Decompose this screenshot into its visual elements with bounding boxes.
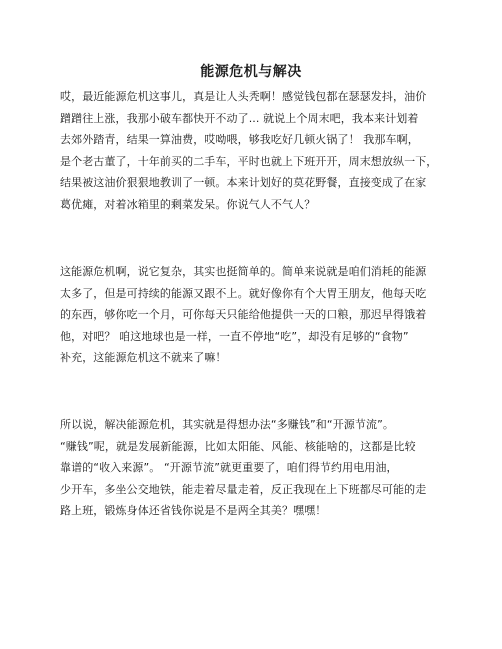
paragraph-2 [60,261,438,369]
paragraph-line: 的东西，够你吃一个月，可你每天只能给他提供一天的口粮，那迟早得饿着 [60,308,427,322]
document-title: 能源危机与解决 [200,64,302,80]
paragraph-line: 蹭蹭往上涨，我那小破车都快开不动了... 就说上个周末吧，我本来计划着 [60,111,419,125]
paragraph-line: 补充，这能源危机这不就来了嘛！ [60,351,227,365]
paragraph-1 [60,86,438,216]
paragraph-line: 哎，最近能源危机这事儿，真是让人头秃啊！感觉钱包都在瑟瑟发抖，油价 [60,90,427,103]
paragraph-line: 结果被这油价狠狠地教训了一顿。本来计划好的莫花野餐，直接变成了在家 [60,176,427,190]
paragraph-line: 这能源危机啊，说它复杂，其实也挺简单的。简单来说就是咱们消耗的能源 [60,265,427,278]
paragraph-line: 是个老古董了，十年前买的二手车，平时也就上下班开开，周末想放纵一下， [60,154,438,168]
paragraph-line: 去郊外踏青，结果一算油费，哎呦喂，够我吃好几顿火锅了！ 我那车啊， [60,133,419,147]
paragraph-line: 所以说，解决能源危机，其实就是得想办法“多赚钱”和“开源节流”。 [60,418,394,431]
paragraph-line: 靠谱的“收入来源”。 “开源节流”就更重要了，咱们得节约用电用油， [60,461,398,475]
paragraph-line: “赚钱”呢，就是发展新能源，比如太阳能、风能、核能啥的，这都是比较 [60,439,416,453]
paragraph-3 [60,414,438,522]
paragraph-line: 太多了，但是可持续的能源又跟不上。就好像你有个大胃王朋友，他每天吃 [60,286,427,300]
paragraph-line: 葛优瘫，对着冰箱里的剩菜发呆。你说气人不气人？ [60,197,316,211]
paragraph-line: 他，对吧？ 咱这地球也是一样，一直不停地“吃”，却没有足够的“食物” [60,329,409,343]
paragraph-line: 路上班，锻炼身体还省钱你说是不是两全其美？嘿嘿！ [60,504,327,518]
paragraph-line: 少开车，多坐公交地铁，能走着尽量走着，反正我现在上下班都尽可能的走 [60,482,427,496]
